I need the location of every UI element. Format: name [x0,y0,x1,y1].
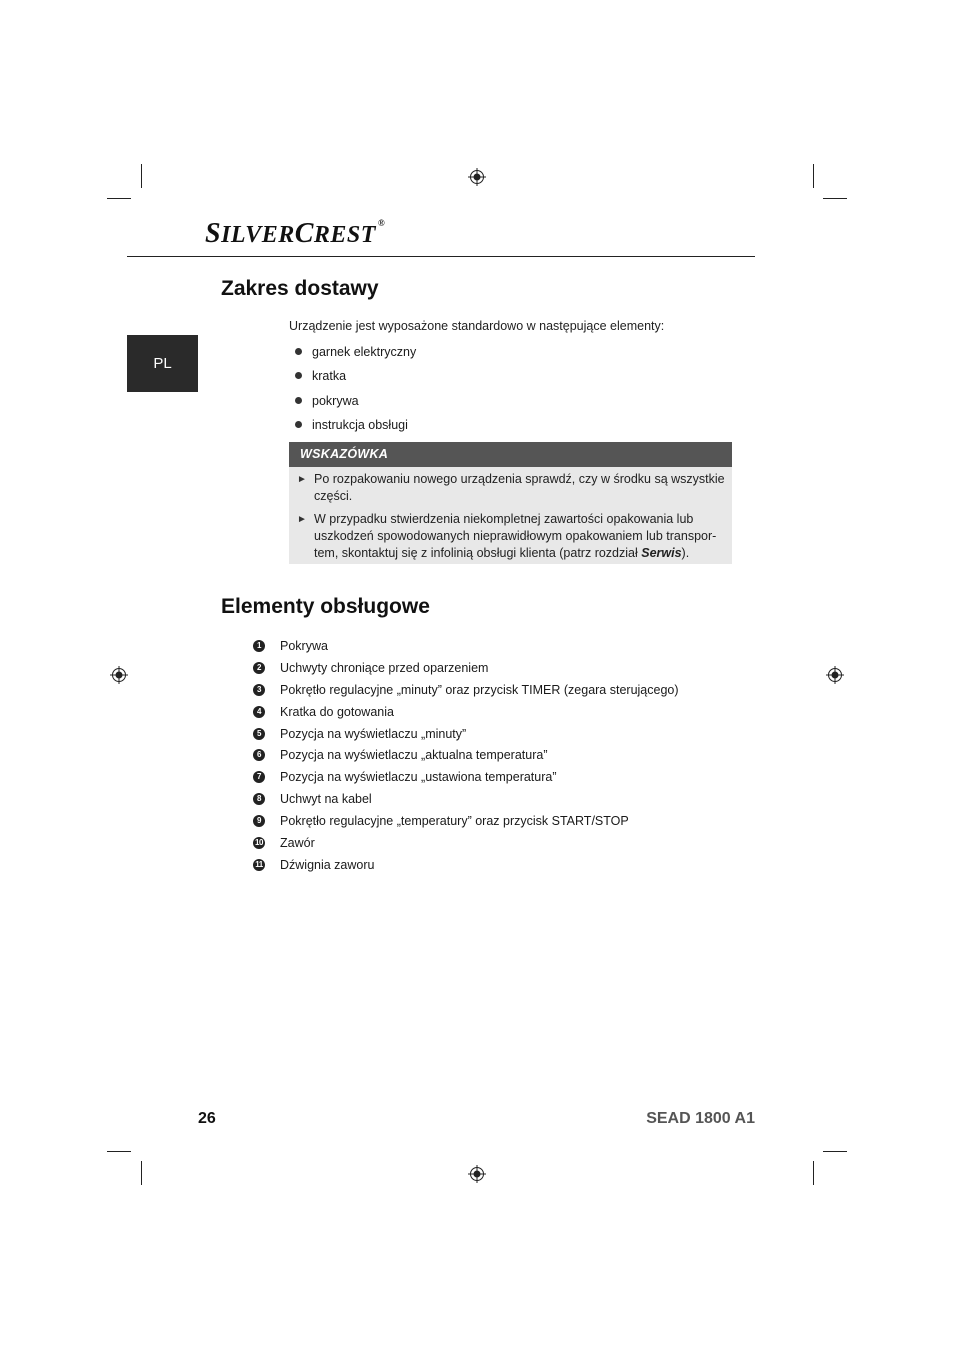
note-emphasis: Serwis [641,546,682,560]
item-label: Pozycja na wyświetlaczu „aktualna temperatura” [280,748,548,763]
crop-mark [107,1151,131,1152]
list-item: kratka [292,367,416,391]
number-badge: 2 [253,662,265,674]
registration-mark-icon [826,666,844,684]
list-item: pokrywa [292,392,416,416]
section-title-delivery: Zakres dostawy [221,277,379,300]
list-item [253,725,679,747]
item-label: Pozycja na wyświetlaczu „ustawiona temperatura” [280,770,557,785]
item-label: Pokrętło regulacyjne „minuty” oraz przycisk TIMER (zegara sterującego) [280,682,679,697]
delivery-intro: Urządzenie jest wyposażone standardowo w następujące elementy: [289,319,665,333]
section-title-controls: Elementy obsługowe [221,595,430,618]
item-label: Pokrywa [280,639,328,653]
number-badge: 8 [253,793,265,805]
crop-mark [813,1161,814,1185]
number-badge: 1 [253,640,265,652]
logo-letters: REST [313,222,376,248]
crop-mark [141,1161,142,1185]
note-text-part: W przypadku stwierdzenia niekompletnej zawartości opakowania lub uszkodzeń spowodowanych nieprawidłowym opakowaniem lub transpor-tem, skontaktuj się z infolinią obsługi klienta (patrz rozdział [314,512,717,560]
list-item: instrukcja obsługi [292,416,416,440]
item-label: Pozycja na wyświetlaczu „minuty” [280,726,467,741]
brand-logo [205,218,385,250]
logo-letter: C [294,218,314,249]
registered-mark: ® [377,218,386,228]
arrow-icon: ► [297,474,307,485]
arrow-icon: ► [297,514,307,525]
list-item [253,746,679,768]
item-label: Uchwyt na kabel [280,792,372,807]
list-item: garnek elektryczny [292,343,416,367]
number-badge: 11 [253,859,265,871]
item-label: Kratka do gotowania [280,704,394,719]
crop-mark [823,198,847,199]
item-label: Zawór [280,836,315,851]
language-tab [127,335,198,392]
item-label: Uchwyty chroniące przed oparzeniem [280,660,489,675]
header-divider [127,256,755,257]
crop-mark [823,1151,847,1152]
number-badge: 9 [253,815,265,827]
list-item [253,790,679,812]
item-label: Pokrętło regulacyjne „temperatury” oraz przycisk START/STOP [280,814,629,829]
item-label: Dźwignia zaworu [280,857,375,872]
note-heading: WSKAZÓWKA [289,442,732,467]
delivery-list [292,343,416,441]
crop-mark [107,198,131,199]
note-text-part: ). [681,546,690,560]
list-item [253,681,679,703]
registration-mark-icon [110,666,128,684]
list-item [253,768,679,790]
note-text [314,511,726,562]
number-badge: 6 [253,749,265,761]
number-badge: 3 [253,684,265,696]
note-box [289,442,732,564]
crop-mark [813,164,814,188]
list-item [253,856,679,878]
number-badge: 5 [253,728,265,740]
list-item [253,637,679,659]
number-badge: 7 [253,771,265,783]
note-text: Po rozpakowaniu nowego urządzenia sprawdź, czy w środku są wszystkie części. [314,472,725,503]
number-badge: 4 [253,706,265,718]
model-name: SEAD 1800 A1 [646,1110,755,1127]
crop-mark [141,164,142,188]
list-item [253,659,679,681]
registration-mark-icon [468,1165,486,1183]
list-item [253,812,679,834]
registration-mark-icon [468,168,486,186]
logo-letter: S [205,218,222,249]
list-item [253,703,679,725]
logo-letters: ILVER [221,222,295,248]
page-number: 26 [198,1110,216,1127]
list-item [253,834,679,856]
controls-list [253,637,679,878]
language-tab-label: PL [153,355,172,372]
number-badge: 10 [253,837,265,849]
